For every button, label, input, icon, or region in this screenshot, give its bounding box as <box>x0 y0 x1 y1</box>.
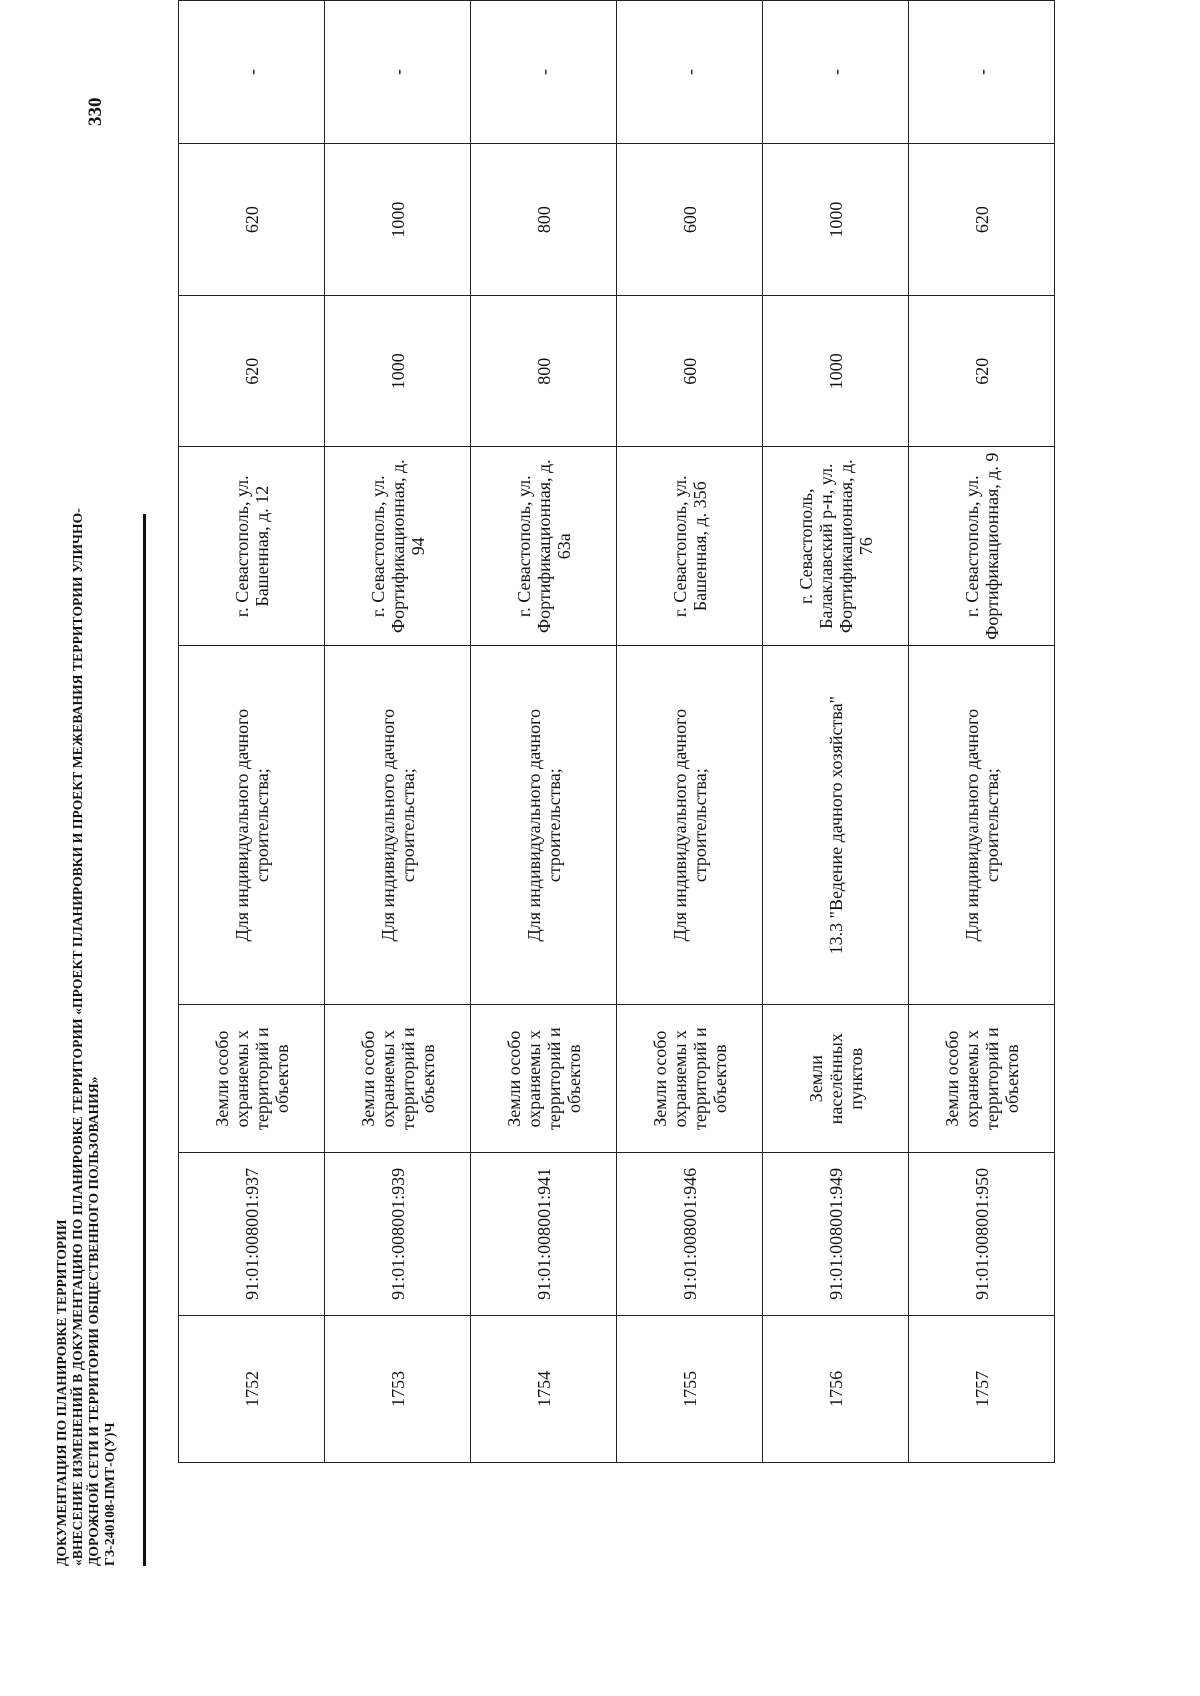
row-number: 1756 <box>763 1315 909 1462</box>
permitted-use: Для индивидуального дачного строительства; <box>617 646 763 1005</box>
land-category: Земли особо охраняемы х территорий и объектов <box>909 1005 1055 1153</box>
row-number: 1753 <box>325 1315 471 1462</box>
area-value: 1000 <box>325 144 471 296</box>
address: г. Севастополь, ул. Башенная, д. 35б <box>617 447 763 646</box>
header-rule <box>143 514 146 1566</box>
address: г. Севастополь, ул. Фортификационная, д. 9 <box>909 447 1055 646</box>
area-value: 800 <box>471 296 617 447</box>
table-row <box>763 1 909 1463</box>
row-number: 1752 <box>179 1315 325 1462</box>
table-row <box>471 1 617 1463</box>
permitted-use: Для индивидуального дачного строительства; <box>909 646 1055 1005</box>
land-category: Земли особо охраняемы х территорий и объектов <box>179 1005 325 1153</box>
permitted-use: Для индивидуального дачного строительства; <box>179 646 325 1005</box>
land-category: Земли особо охраняемы х территорий и объектов <box>325 1005 471 1153</box>
area-value: 600 <box>617 144 763 296</box>
cadastral-number: 91:01:008001:939 <box>325 1152 471 1315</box>
cadastral-number: 91:01:008001:949 <box>763 1152 909 1315</box>
header-line-4: ГЗ-240108-ПМТ-О(У)Ч <box>102 1422 117 1566</box>
land-category: Земли населённых пунктов <box>763 1005 909 1153</box>
note: - <box>179 1 325 144</box>
cadastral-number: 91:01:008001:937 <box>179 1152 325 1315</box>
cadastral-number: 91:01:008001:946 <box>617 1152 763 1315</box>
note: - <box>909 1 1055 144</box>
area-value: 620 <box>909 144 1055 296</box>
cadastral-number: 91:01:008001:941 <box>471 1152 617 1315</box>
note: - <box>617 1 763 144</box>
row-number: 1755 <box>617 1315 763 1462</box>
document-header <box>54 266 118 1566</box>
area-value: 620 <box>179 296 325 447</box>
area-value: 620 <box>909 296 1055 447</box>
table-row <box>617 1 763 1463</box>
header-line-3: ДОРОЖНОЙ СЕТИ И ТЕРРИТОРИИ ОБЩЕСТВЕННОГО ПОЛЬЗОВАНИЯ» <box>86 1076 101 1566</box>
table-row <box>179 1 325 1463</box>
cadastral-number: 91:01:008001:950 <box>909 1152 1055 1315</box>
parcel-table <box>178 0 1055 1463</box>
address: г. Севастополь, Балаклавский р-н, ул. Фортификационная, д. 76 <box>763 447 909 646</box>
area-value: 620 <box>179 144 325 296</box>
note: - <box>471 1 617 144</box>
table-row <box>325 1 471 1463</box>
area-value: 1000 <box>763 144 909 296</box>
page-number: 330 <box>85 97 106 126</box>
address: г. Севастополь, ул. Фортификационная, д. 94 <box>325 447 471 646</box>
permitted-use: Для индивидуального дачного строительства; <box>325 646 471 1005</box>
address: г. Севастополь, ул. Фортификационная, д. 63а <box>471 447 617 646</box>
row-number: 1757 <box>909 1315 1055 1462</box>
permitted-use: Для индивидуального дачного строительства; <box>471 646 617 1005</box>
note: - <box>763 1 909 144</box>
address: г. Севастополь, ул. Башенная, д. 12 <box>179 447 325 646</box>
land-category: Земли особо охраняемы х территорий и объектов <box>617 1005 763 1153</box>
header-line-2: «ВНЕСЕНИЕ ИЗМЕНЕНИЙ В ДОКУМЕНТАЦИЮ ПО ПЛАНИРОВКЕ ТЕРРИТОРИИ «ПРОЕКТ ПЛАНИРОВКИ И ПРОЕКТ МЕЖЕВАНИЯ ТЕРРИТОРИИ УЛИЧНО- <box>70 508 85 1566</box>
permitted-use: 13.3 "Ведение дачного хозяйства" <box>763 646 909 1005</box>
land-category: Земли особо охраняемы х территорий и объектов <box>471 1005 617 1153</box>
row-number: 1754 <box>471 1315 617 1462</box>
area-value: 600 <box>617 296 763 447</box>
area-value: 1000 <box>763 296 909 447</box>
area-value: 800 <box>471 144 617 296</box>
table-row <box>909 1 1055 1463</box>
header-line-1: ДОКУМЕНТАЦИЯ ПО ПЛАНИРОВКЕ ТЕРРИТОРИИ <box>54 1219 69 1566</box>
area-value: 1000 <box>325 296 471 447</box>
note: - <box>325 1 471 144</box>
